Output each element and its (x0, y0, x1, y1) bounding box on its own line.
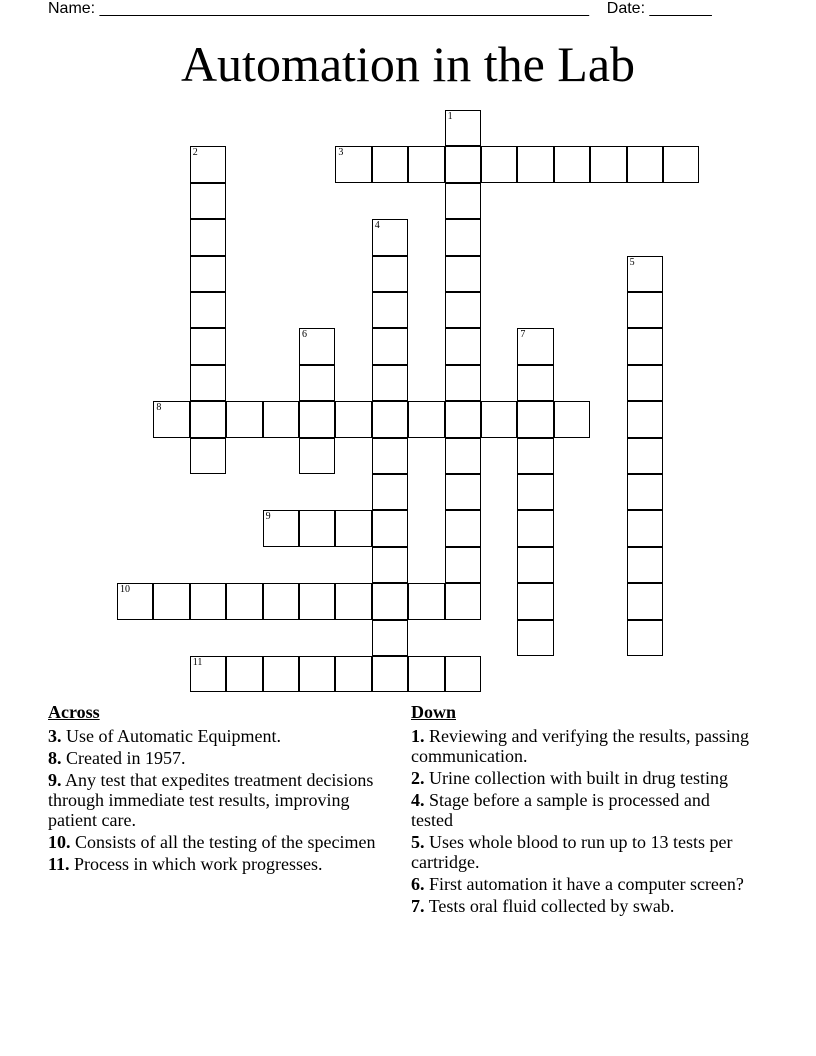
clue-down-2 (411, 768, 751, 788)
grid-cell[interactable] (445, 256, 481, 292)
grid-cell[interactable] (153, 401, 189, 437)
grid-cell[interactable] (517, 365, 553, 401)
grid-cell[interactable] (372, 365, 408, 401)
clue-number: 1. (411, 726, 425, 746)
clue-number: 7. (411, 896, 425, 916)
clue-text: Stage before a sample is processed and tested (411, 790, 710, 830)
grid-cell[interactable] (445, 292, 481, 328)
grid-cell[interactable] (445, 583, 481, 619)
clue-number: 6. (411, 874, 425, 894)
clue-number-label: 6 (302, 329, 307, 341)
clue-text: Consists of all the testing of the specimen (75, 832, 376, 852)
grid-cell[interactable] (445, 401, 481, 437)
grid-cell[interactable] (299, 583, 335, 619)
grid-cell[interactable] (627, 510, 663, 546)
grid-cell[interactable] (190, 656, 226, 692)
grid-cell[interactable] (335, 583, 371, 619)
grid-cell[interactable] (445, 219, 481, 255)
grid-cell[interactable] (190, 219, 226, 255)
grid-cell[interactable] (481, 401, 517, 437)
clue-down-7 (411, 896, 751, 916)
clue-text: Uses whole blood to run up to 13 tests per cartridge. (411, 832, 733, 872)
grid-cell[interactable] (299, 510, 335, 546)
grid-cell[interactable] (190, 183, 226, 219)
grid-cell[interactable] (190, 401, 226, 437)
grid-cell[interactable] (372, 438, 408, 474)
clue-number: 2. (411, 768, 425, 788)
grid-cell[interactable] (299, 328, 335, 364)
clue-number-label: 2 (192, 147, 198, 159)
grid-cell[interactable] (627, 292, 663, 328)
grid-cell[interactable] (190, 438, 226, 474)
clue-text: Use of Automatic Equipment. (66, 726, 281, 746)
grid-cell[interactable] (117, 583, 153, 619)
grid-cell[interactable] (372, 401, 408, 437)
clue-text: Urine collection with built in drug testing (429, 768, 728, 788)
grid-cell[interactable] (372, 547, 408, 583)
grid-cell[interactable] (517, 328, 553, 364)
grid-cell[interactable] (190, 583, 226, 619)
clue-number: 8. (48, 748, 62, 768)
clue-text: Process in which work progresses. (74, 854, 323, 874)
clue-across-11 (48, 854, 388, 874)
grid-cell[interactable] (190, 292, 226, 328)
grid-cell[interactable] (627, 438, 663, 474)
grid-cell[interactable] (627, 547, 663, 583)
grid-cell[interactable] (627, 620, 663, 656)
grid-cell[interactable] (335, 146, 371, 182)
grid-cell[interactable] (445, 110, 481, 146)
grid-cell[interactable] (627, 474, 663, 510)
down-clues (411, 702, 751, 918)
name-label: Name: (48, 0, 96, 17)
across-clues (48, 702, 388, 876)
grid-cell[interactable] (372, 146, 408, 182)
grid-cell[interactable] (445, 365, 481, 401)
grid-cell[interactable] (372, 583, 408, 619)
grid-cell[interactable] (517, 583, 553, 619)
grid-cell[interactable] (372, 256, 408, 292)
grid-cell[interactable] (627, 583, 663, 619)
clue-text: First automation it have a computer screen? (429, 874, 744, 894)
grid-cell[interactable] (590, 146, 626, 182)
grid-cell[interactable] (627, 365, 663, 401)
grid-cell[interactable] (554, 401, 590, 437)
clue-across-10 (48, 832, 388, 852)
clue-number: 4. (411, 790, 425, 810)
clue-text: Created in 1957. (66, 748, 186, 768)
grid-cell[interactable] (263, 510, 299, 546)
across-heading: Across (48, 702, 100, 722)
grid-cell[interactable] (226, 401, 262, 437)
clue-number-label: 8 (156, 402, 162, 414)
grid-cell[interactable] (263, 656, 299, 692)
grid-cell[interactable] (408, 401, 444, 437)
grid-cell[interactable] (190, 256, 226, 292)
grid-cell[interactable] (445, 328, 481, 364)
clue-number-label: 5 (629, 256, 635, 268)
grid-cell[interactable] (408, 656, 444, 692)
grid-cell[interactable] (153, 583, 189, 619)
grid-cell[interactable] (445, 547, 481, 583)
date-field[interactable]: _______ (649, 0, 712, 17)
clue-number: 3. (48, 726, 62, 746)
grid-cell[interactable] (372, 328, 408, 364)
grid-cell[interactable] (190, 328, 226, 364)
clue-number: 5. (411, 832, 425, 852)
clue-down-5 (411, 832, 751, 872)
clue-across-3 (48, 726, 388, 746)
grid-cell[interactable] (445, 183, 481, 219)
clue-number: 11. (48, 854, 70, 874)
grid-cell[interactable] (335, 510, 371, 546)
grid-cell[interactable] (263, 583, 299, 619)
grid-cell[interactable] (226, 656, 262, 692)
grid-cell[interactable] (335, 656, 371, 692)
grid-cell[interactable] (517, 438, 553, 474)
clue-text: Tests oral fluid collected by swab. (428, 896, 675, 916)
grid-cell[interactable] (517, 401, 553, 437)
clue-text: Any test that expedites treatment decisions through immediate test results, improving patient care. (48, 770, 374, 830)
grid-cell[interactable] (372, 510, 408, 546)
down-heading: Down (411, 702, 457, 722)
clue-across-8 (48, 748, 388, 768)
grid-cell[interactable] (517, 620, 553, 656)
grid-cell[interactable] (299, 365, 335, 401)
grid-cell[interactable] (481, 146, 517, 182)
clue-number-label: 9 (265, 511, 271, 523)
grid-cell[interactable] (517, 510, 553, 546)
clue-number: 9. (48, 770, 62, 790)
grid-cell[interactable] (372, 620, 408, 656)
grid-cell[interactable] (445, 656, 481, 692)
clue-number-label: 4 (374, 220, 380, 232)
grid-cell[interactable] (517, 146, 553, 182)
clue-number-label: 11 (192, 657, 203, 668)
grid-cell[interactable] (627, 328, 663, 364)
grid-cell[interactable] (372, 219, 408, 255)
grid-cell[interactable] (190, 365, 226, 401)
grid-cell[interactable] (517, 474, 553, 510)
clue-number-label: 10 (120, 584, 130, 596)
grid-cell[interactable] (627, 146, 663, 182)
grid-cell[interactable] (372, 474, 408, 510)
clue-across-9 (48, 770, 388, 830)
grid-cell[interactable] (408, 146, 444, 182)
clue-number-label: 3 (338, 147, 344, 159)
grid-cell[interactable] (627, 401, 663, 437)
date-label: Date: (606, 0, 646, 17)
grid-cell[interactable] (445, 510, 481, 546)
clue-down-4 (411, 790, 751, 830)
clue-number-label: 7 (520, 329, 526, 341)
grid-cell[interactable] (663, 146, 699, 182)
grid-cell[interactable] (263, 401, 299, 437)
clue-down-1 (411, 726, 751, 766)
clue-down-6 (411, 874, 751, 894)
puzzle-title: Automation in the Lab (180, 36, 636, 92)
grid-cell[interactable] (445, 438, 481, 474)
grid-cell[interactable] (445, 146, 481, 182)
grid-cell[interactable] (408, 583, 444, 619)
name-field[interactable]: _______________________________________________________ (99, 0, 589, 17)
grid-cell[interactable] (299, 656, 335, 692)
grid-cell[interactable] (517, 547, 553, 583)
grid-cell[interactable] (299, 438, 335, 474)
grid-cell[interactable] (335, 401, 371, 437)
grid-cell[interactable] (190, 146, 226, 182)
grid-cell[interactable] (627, 256, 663, 292)
clue-number: 10. (48, 832, 71, 852)
grid-cell[interactable] (299, 401, 335, 437)
grid-cell[interactable] (372, 656, 408, 692)
grid-cell[interactable] (445, 474, 481, 510)
grid-cell[interactable] (226, 583, 262, 619)
grid-cell[interactable] (554, 146, 590, 182)
clue-number-label: 1 (447, 111, 453, 122)
clue-text: Reviewing and verifying the results, passing communication. (411, 726, 749, 766)
grid-cell[interactable] (372, 292, 408, 328)
